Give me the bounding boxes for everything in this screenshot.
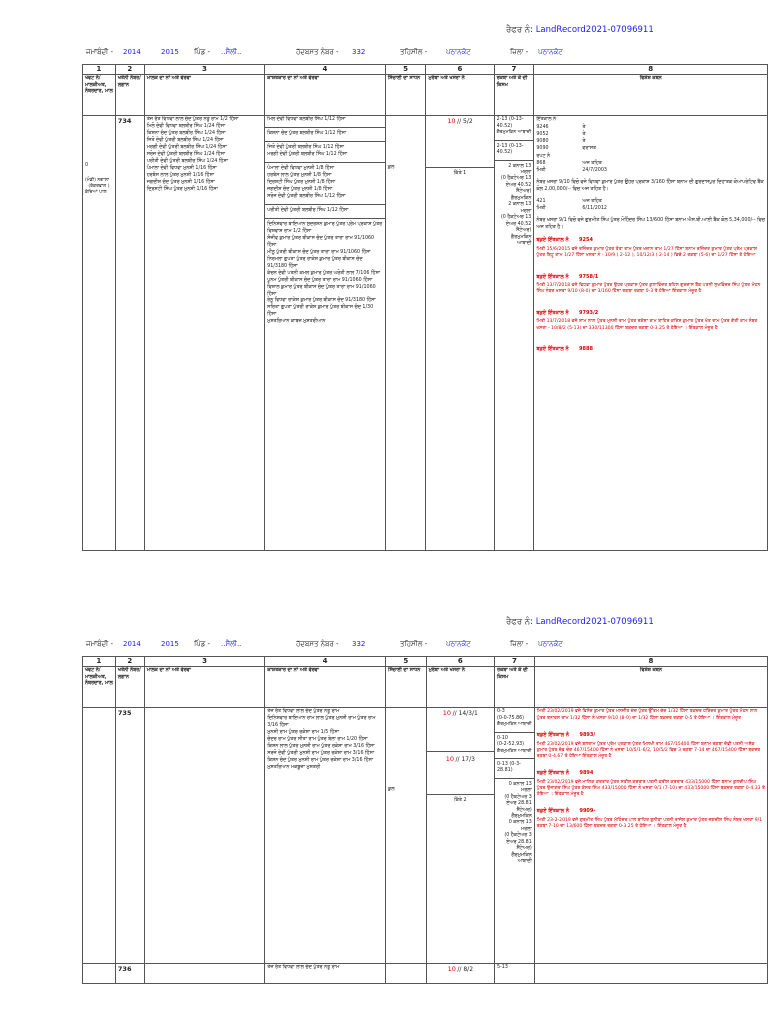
area-cell — [495, 964, 535, 984]
year-from: 2014 — [123, 640, 141, 648]
cultivator-entry: ਤੇਜ ਰੱਤ ਵਿਧਵਾ ਲਾਲ ਚੰਦ ਪੁੱਤਰ ਨਤੂ ਰਾਮ — [267, 709, 340, 715]
remark-pair — [536, 145, 765, 152]
col-number: 5 — [385, 65, 426, 75]
irrigation-cell — [385, 116, 426, 551]
lien-remark: ਨੰਬਰ ਖਸਰਾ 9/1 ਵਿਚੋ ਵਜੇ ਗੁਰਮੀਤ ਸਿੰਘ ਪੁੱਤਰ ਮੋਹਿੰਦਰ ਸਿੰਘ 13/600 ਹਿੱਸਾ ਬਨਾਮ ਐਸ.ਬੀ.ਆਈ ਬੈਂਕ ਕੋਲ 5,34,000/-- ਵਿਚ ਅਜ ਤਹਿਤ ਹੈ। — [536, 218, 765, 230]
remarks-cell — [534, 708, 767, 964]
khatauni-number: 736 — [117, 965, 132, 974]
col-number: 5 — [385, 657, 426, 667]
col-header: ਵਿਸ਼ੇਸ਼ ਕਥਨ — [534, 667, 767, 708]
cultivators-cell — [265, 708, 386, 964]
khatauni-cell — [115, 708, 144, 964]
owner-entry: ਜਿਤੋ ਦੇਵੀ ਪੁੱਤਰੀ ਬਲਬੀਰ ਸਿੰਘ 1/24 ਹਿੱਸਾ — [146, 138, 224, 144]
col-number: 3 — [144, 65, 264, 75]
murabba-number: 10 — [447, 117, 456, 126]
mutation-number: 9894 — [579, 770, 594, 777]
remark-pair — [536, 160, 765, 167]
reference-label: ਰੈਫਰ ਨੰ: — [506, 617, 533, 627]
hadbast-value: 332 — [352, 640, 366, 648]
irrigation-total-label: ਕੁਲ — [387, 787, 395, 793]
owner-entry: ਮਰਗੀ ਦੇਵੀ ਪੁੱਤਰੀ ਬਲਬੀਰ ਸਿੰਘ 1/24 ਹਿੱਸਾ — [146, 145, 227, 151]
cultivators-cell — [265, 116, 386, 551]
cultivator-entry: ਹਰਬੰਸ ਲਾਲ ਪੁੱਤਰ ਮੁਨਸ਼ੀ 1/8 ਹਿੱਸਾ — [267, 173, 332, 179]
mutation-label: ਬਕੁਏ ਇੰਤਕਾਲ ਨੰ — [536, 237, 569, 244]
tehsil-label: ਤਹਿਸੀਲ - — [400, 48, 428, 56]
cultivator-entry: ਪਰੀਤੀ ਦੇਵੀ ਪੁੱਤਰੀ ਬਲਬੀਰ ਸਿੰਘ 1/12 ਹਿੱਸਾ — [267, 208, 349, 214]
col-header: ਮੁਰੱਬਾ ਅਤੇ ਖਸਰਾ ਨੰ — [426, 75, 494, 116]
cultivator-entry: ਕਿਸ਼ਨਾ ਚੰਦ ਪੁੱਤਰ ਬਲਬੀਰ ਸਿੰਘ 1/12 ਹਿੱਸਾ — [267, 131, 347, 137]
col-number: 4 — [265, 65, 386, 75]
col-header: ਕਾਸ਼ਤਕਾਰ ਦਾ ਨਾਂ ਅਤੇ ਵੇਰਵਾ — [265, 75, 386, 116]
remark-key: 9052 — [536, 132, 549, 138]
tehsil-label: ਤਹਿਸੀਲ - — [400, 640, 428, 648]
cultivator-entry: ਜਗਦੀਸ਼ ਚੰਦ ਪੁੱਤਰ ਮੁਨਸ਼ੀ 1/8 ਹਿੱਸਾ — [267, 187, 333, 193]
hadbast-value: 332 — [352, 48, 366, 56]
remarks-heading: ਇੰਤਕਾਲ ਨੰ — [536, 117, 556, 123]
khatauni-cell — [115, 964, 144, 984]
owners-cell — [144, 116, 264, 551]
cultivator-entry: ਮੁਨਸ਼ੀ ਰਾਮ ਪੁੱਤਰ ਰਕੇਸ਼ਾ ਰਾਮ 1/5 ਹਿੱਸਾ — [267, 730, 339, 736]
column-headers — [83, 667, 768, 708]
area-entry: 2-13 (0-13-40.52) — [496, 143, 524, 156]
col-number: 6 — [426, 657, 494, 667]
area-entry: ਗੈਰਮੁਮਕਿਨ ਆਬਾਦੀ — [511, 852, 532, 865]
cultivator-entry: ਦ੍ਰਿਸ਼ਟੀ ਸਿੰਘ ਪੁੱਤਰ ਮੁਨਸ਼ੀ 1/8 ਹਿੱਸਾ — [267, 180, 336, 186]
cultivator-entry: ਕਿਸ਼ਨ ਚੰਦ ਪੁੱਤਰ ਮੁਨਸ਼ੀ ਰਾਮ ਪੁੱਤਰ ਰਕੇਸ਼ਾ ਰਾਮ 3/16 ਹਿੱਸਾ — [267, 758, 374, 764]
cultivator-entry: ਨਿਰਮਲਾ ਗੁਪਤਾ ਪੁੱਤਰ ਰਾਕੇਸ਼ ਕੁਮਾਰ ਪੁੱਤਰ ਬੀਕਾਸ ਚੰਦ 91/3180 ਹਿੱਸਾ — [267, 256, 363, 269]
record-meta — [86, 48, 696, 60]
remark-pair — [536, 131, 765, 138]
area-entry: ਗੈਰਮੁਮਕਿਨ — [511, 813, 532, 819]
remark-key: ਰਪਟ ਨੰ — [536, 153, 551, 159]
mutation-title — [536, 237, 765, 244]
owner-entry: ਜਗਦੀਸ਼ ਚੰਦ ਪੁੱਤਰ ਮੁਨਸ਼ੀ 1/16 ਹਿੱਸਾ — [146, 180, 215, 186]
column-numbers — [83, 65, 768, 75]
col-number: 8 — [534, 657, 767, 667]
jamabandi-label: ਜਮਾਂਬੰਦੀ - — [86, 48, 114, 56]
col-header: ਸਿੰਚਾਈ ਦਾ ਸਾਧਨ — [385, 75, 426, 116]
area-entry: (0 ਹੈਕਟੇਅਰ 3 ਏਅਰ 28.81 ਸੈਂਟੇਅਰ) — [504, 794, 532, 813]
village-value: ..ਸੈਲੀ.. — [221, 48, 242, 56]
area-entry: ਗੈਰਮੁਮਕਿਨ ਆਬਾਦੀ — [497, 748, 532, 754]
mutation-number: 9888 — [579, 345, 593, 352]
khasra-number: // 17/3 — [455, 755, 475, 763]
column-numbers — [83, 657, 768, 667]
mutation-text: ਮਿਤੀ 23/02/2019 ਵਜੇ ਬਲਰਾਮ ਪੁੱਤਰ ਪ੍ਰੇਮ ਪ੍ਰਕਾਸ਼ ਪੁੱਤਰ ਮਿਲਖੀ ਰਾਮ 467/15400 ਹਿੱਸਾ ਬਨਾਮ ਰਕਬਾ ਦੇਵੀ ਪਤਨੀ ਅਸ਼ੋਕ ਕੁਮਾਰ ਪੁੱਤਰ ਦੇਵ ਚੰਦ 467/15400 ਹਿੱਸਾ ਨੰ ਖਸਰਾ 10/5/1-6/2, 10/5/2 ਵਿਚ 3 ਰਕਬਾ 7-14 ਦਾ 467/15400 ਹਿੱਸਾ ਬਕਦਰ ਰਕਬਾ 0-4.67 ਤੇ ਹੋਇਆ ਇੰਤਕਾਲ ਮੰਜ਼ੂਰ ਹੈ — [536, 741, 761, 759]
remark-pair — [536, 198, 765, 205]
hadbast-label: ਹੱਦਬਸਤ ਨੰਬਰ - — [296, 48, 339, 56]
remark-key: ਮਿਤੀ — [536, 205, 546, 211]
jamabandi-label: ਜਮਾਂਬੰਦੀ - — [86, 640, 114, 648]
remarks-cell — [534, 116, 768, 551]
mutation-label: ਬਕੁਏ ਇੰਤਕਾਲ ਨੰ — [536, 345, 569, 352]
khatauni-cell — [115, 116, 144, 551]
year-to: 2015 — [161, 640, 179, 648]
cultivator-entry: ਮਰਗੀ ਦੇਵੀ ਪੁੱਤਰੀ ਬਲਬੀਰ ਸਿੰਘ 1/12 ਹਿੱਸਾ — [267, 152, 348, 158]
cultivator-entry: ਪੂਨਮ ਪੁੱਤਰੀ ਬੀਕਾਸ ਚੰਦ ਪੁੱਤਰ ਤਾਰਾ ਰਾਮ 91/1060 ਹਿੱਸਾ — [267, 277, 373, 283]
district-label: ਜ਼ਿਲਾ - — [510, 640, 529, 648]
col-header: ਮਾਲਕ ਦਾ ਨਾਂ ਅਤੇ ਵੇਰਵਾ — [144, 75, 264, 116]
cultivator-entry: ਸੰਜੀਵ ਕੁਮਾਰ ਪੁੱਤਰ ਬੀਕਾਸ ਚੰਦ ਪੁੱਤਰ ਤਾਰਾ ਰਾਮ 91/1060 ਹਿੱਸਾ — [267, 235, 375, 248]
mutation-text: ਮਿਤੀ 23/02/2019 ਵਜੇ ਮਾਲਿਕ ਕਰਤਾਰ ਪੁੱਤਰ ਸਤੀਸ਼ ਕਰਤਾਰ ਪਤਨੀ ਕਰੀਸ਼ ਕਰਤਾਰ 433/15000 ਹਿੱਸਾ ਬਨਾਮ ਕੁਲਦੀਪ ਸਿੰਘ ਪੁੱਤਰ ਉਜਾਗਰ ਸਿੰਘ ਪੁੱਤਰ ਕੇਸਰ ਸਿੰਘ 433/15000 ਹਿੱਸਾ ਨੰ ਖਸਰਾ 9/1 (7-10) ਦਾ 433/15000 ਹਿੱਸਾ ਬਕਦਰ ਰਕਬਾ 0-4.33 ਤੇ ਹੋਇਆ । ਇੰਤਕਾਲ ਮੰਜ਼ੂਰ ਹੈ — [536, 779, 765, 798]
khewat-note: (ਰੱਕਰਵਾਲ ) — [88, 184, 110, 190]
tehsil-value: ਪਠਾਨਕੋਟ — [446, 640, 471, 648]
mutation-text: ਮਿਤੀ 23/02/2019 ਵਜੇ ਵਿਨੋਦ ਕੁਮਾਰ ਪੁੱਤਰ ਮਨਜੀਤ ਚੰਦ ਪੁੱਤਰ ਉੱਤਮ ਚੰਦ 1/32 ਹਿੱਸਾ ਬਕਦਰ ਹਰਿੰਦਰ ਕੁਮਾਰ ਪੁੱਤਰ ਮੋਹਨ ਲਾਲ ਪੁੱਤਰ ਬਨਾਰਸ ਰਾਮ 1/32 ਹਿੱਸਾ ਨੰ ਖਸਰਾ 9/10 (8-0) ਦਾ 1/32 ਹਿੱਸਾ ਬਕਦਰ ਰਕਬਾ 0-5 ਤੇ ਹੋਇਆ । ਇੰਤਕਾਲ ਮੰਜ਼ੂਰ — [536, 709, 758, 721]
kitte-count: ਕਿੱਤੇ 1 — [453, 170, 467, 176]
khasra-cell — [426, 708, 494, 964]
area-entry: (0 ਹੈਕਟੇਅਰ 13 ਏਅਰ 40.52 ਸੈਂਟੇਅਰ) — [500, 176, 532, 195]
cultivator-entry: ਸਰਿਤਾ ਗੁਪਤਾ ਪੁੱਤਰੀ ਰਾਕੇਸ਼ ਕੁਮਾਰ ਪੁੱਤਰ ਬੀਕਾਸ ਚੰਦ 1/30 ਹਿੱਸਾ — [267, 305, 374, 318]
ledger-table — [82, 64, 768, 551]
mutation-text: ਮਿਤੀ 23-2-2019 ਵਜੇ ਗੁਰਮੀਤ ਸਿੰਘ ਪੁੱਤਰ ਮੋਹਿੰਦਰ ਪਾਲ ਬਾਹਿਰ ਬੁਨੀਤਾ ਪਤਨੀ ਰਾਜੇਸ਼ ਕੁਮਾਰ ਪੁੱਤਰ ਜਗਦੀਸ਼ ਸਿੰਘ ਨੰਬਰ ਖਸਰਾ 9/1 ਰਕਬਾ 7-10 ਦਾ 13/600 ਹਿੱਸਾ ਬਕਦਰ ਰਕਬਾ 0-3.25 ਤੇ ਹੋਇਆ । ਇੰਤਕਾਲ ਮੰਜ਼ੂਰ ਹੈ — [536, 818, 763, 830]
cultivator-entry: ਪੰਮਾਲਾ ਦੇਵੀ ਵਿਧਵਾ ਮੁਨਸ਼ੀ 1/8 ਹਿੱਸਾ — [267, 166, 335, 172]
area-entry: 0-10 — [497, 735, 508, 741]
col-header: ਕਾਸ਼ਤਕਾਰ ਦਾ ਨਾਂ ਅਤੇ ਵੇਰਵਾ — [265, 667, 386, 708]
remark-pair — [536, 167, 765, 174]
cultivator-entry: ਕਿਸ਼ਨ ਲਾਲ ਪੁੱਤਰ ਮੁਨਸ਼ੀ ਰਾਮ ਪੁੱਤਰ ਰਕੇਸ਼ਾ ਰਾਮ 3/16 ਹਿੱਸਾ — [267, 744, 375, 750]
mutation-number: 9758/1 — [579, 273, 599, 280]
remark-key: 9090 — [536, 146, 549, 152]
owner-entry: ਕਿਸ਼ਨਾ ਚੰਦ ਪੁੱਤਰ ਬਲਬੀਰ ਸਿੰਘ 1/24 ਹਿੱਸਾ — [146, 131, 226, 137]
murabba-number: 10 — [447, 965, 456, 974]
area-entry: (0-0-75.86) — [497, 715, 525, 721]
mutation-text: ਮਿਤੀ 15/6/2015 ਵਜੇ ਰਜਿੰਦਰ ਕੁਮਾਰ ਪੁੱਤਰ ਤੋਤਾ ਰਾਮ ਪੁੱਤਰ ਖਜ਼ਾਨ ਰਾਮ 1/27 ਹਿੱਸਾ ਬਨਾਮ ਰਜਿੰਦਰ ਕੁਮਾਰ ਪੁੱਤਰ ਪ੍ਰੇਮ ਪ੍ਰਕਾਸ਼ ਪੁੱਤਰ ਬਿਟੂ ਰਾਮ 1/27 ਹਿੱਸਾ ਖਸਰਾ ਨੰ - 10/9 ( 2-12 ), 10/12/3 ( 2-14 ) ਵਿਚੋ 2 ਰਕਬਾ (5-6) ਦਾ 1/27 ਹਿੱਸਾ ਤੇ ਹੋਇਆ — [536, 247, 758, 259]
khasra-number: // 14/3/1 — [452, 710, 478, 718]
mutation-number: 9909- — [579, 808, 596, 815]
cultivator-entry: ਸਰਜੋ ਦੇਵੀ ਪੁੱਤਰੀ ਮੁਨਸ਼ੀ ਰਾਮ ਪੁੱਤਰ ਰਕੇਸ਼ਾ ਰਾਮ 3/16 ਹਿੱਸਾ — [267, 751, 375, 757]
area-entry: 0-13 (0-3-28.81) — [497, 761, 521, 774]
cultivator-entry: ਚੰਦਰ ਰਾਮ ਪੁੱਤਰ ਸੀਤਾ ਰਾਮ ਪੁੱਤਰ ਬੇਲਾ ਰਾਮ 1/20 ਹਿੱਸਾ — [267, 737, 368, 743]
district-value: ਪਠਾਨਕੋਟ — [538, 48, 563, 56]
reference-value: LandRecord2021-07096911 — [535, 25, 654, 35]
mutation-label: ਬਕੁਏ ਇੰਤਕਾਲ ਨੰ — [536, 731, 570, 738]
cultivator-entry: ਤੇਜ ਰੱਤ ਵਿਧਵਾ ਲਾਲ ਚੰਦ ਪੁੱਤਰ ਨਤੂ ਰਾਮ — [267, 965, 340, 971]
cultivator-entry: ਦਿਨਿਸ਼ਵਾਰ ਬਾਇਆਨ ਸੁਦਰਸ਼ਨ ਕੁਮਾਰ ਪੁੱਤਰ ਪ੍ਰੇਮ ਪ੍ਰਕਾਸ਼ ਪੁੱਤਰ ਵਿਸ਼ਵਾਸ਼ ਰਾਮ 1/2 ਹਿੱਸਾ — [267, 221, 383, 234]
mutation-label: ਬਕੁਏ ਇੰਤਕਾਲ ਨੰ — [536, 273, 569, 280]
owner-entry: ਦ੍ਰਿਸ਼ਟੀ ਸਿੰਘ ਪੁੱਤਰ ਮੁਨਸ਼ੀ 1/16 ਹਿੱਸਾ — [146, 186, 218, 192]
col-number: 7 — [495, 657, 535, 667]
table-row — [83, 964, 768, 984]
area-cell — [495, 708, 535, 964]
area-entry: (0 ਹੈਕਟੇਅਰ 3 ਏਅਰ 28.81 ਸੈਂਟੇਅਰ) — [504, 833, 532, 852]
village-value: ..ਸੈਲੀ.. — [221, 640, 242, 648]
irrigation-total-label: ਕੁਲ — [387, 165, 395, 171]
remark-value: ਤੇ — [582, 124, 586, 130]
khewat-note: (ਮੰਡੀ) ਨਗਾਲਾ — [85, 177, 110, 183]
col-header: ਖੇਵਟ ਨੰ/ ਮਾਲਕੀਅਤ, ਨੰਬਰਦਾਰ, ਮਾਲ — [83, 667, 116, 708]
mutation-text: ਮਿਤੀ 13/7/2018 ਵਜੇ ਵਿਧਵਾ ਕੁਮਾਰ ਪੁੱਤਰ ਉਹਰ ਪ੍ਰਕਾਸ਼ ਪੁੱਤਰ ਕੁਲਾਵਿੰਦਰ ਬਹਿਲ ਗੁਰਦਾਸ ਬੈਂਕ ਪਤਨੀ ਸੁਖਵਿੰਦਰ ਸਿੰਘ ਪੁੱਤਰ ਮੋਹਨ ਸਿੰਘ ਨੰਬਰ ਖਸਰਾ 9/10 (8-0) ਦਾ 3/160 ਹਿੱਸਾ ਰਕਬਾ ਰਕਬਾ 0-3 ਤੇ ਹੋਇਆ ਇੰਤਕਾਲ ਮੰਜ਼ੂਰ ਹੈ — [536, 283, 761, 295]
col-number: 2 — [115, 65, 144, 75]
col-number: 4 — [265, 657, 386, 667]
village-label: ਪਿੰਡ - — [194, 48, 211, 56]
col-header: ਮੁਰੱਬਾ ਅਤੇ ਖਸਰਾ ਨੰ — [426, 667, 494, 708]
record-meta — [86, 640, 696, 652]
remarks-cell — [534, 964, 767, 984]
remark-value: ਅਜ ਤਹਿਤ — [582, 160, 602, 166]
mutation-title — [537, 732, 765, 739]
document-page-2 — [0, 612, 768, 1024]
reference-number — [506, 617, 654, 627]
remark-key: 421 — [536, 198, 546, 204]
table-row — [83, 116, 768, 551]
area-entry: ਗੈਰਮੁਮਕਿਨ ਆਬਾਦੀ — [510, 234, 532, 247]
khasra-number: // 8/2 — [457, 966, 474, 974]
cultivator-entry: ਰੇਨੂ ਵਿਧਵਾ ਰਾਕੇਸ਼ ਕੁਮਾਰ ਪੁੱਤਰ ਬੀਕਾਸ ਚੰਦ 91/3180 ਹਿੱਸਾ — [267, 298, 376, 304]
remark-value: ਤੇ — [582, 139, 586, 145]
khasra-cell — [426, 116, 494, 551]
remark-key: ਮਿਤੀ — [536, 168, 546, 174]
mutation-title — [537, 770, 765, 777]
owner-entry: ਹਰਬੰਸ ਲਾਲ ਪੁੱਤਰ ਮੁਨਸ਼ੀ 1/16 ਹਿੱਸਾ — [146, 173, 215, 179]
khewat-cell — [83, 708, 116, 964]
mutation-label: ਬਕੁਏ ਇੰਤਕਾਲ ਨੰ — [536, 808, 570, 815]
tehsil-value: ਪਠਾਨਕੋਟ — [446, 48, 471, 56]
mutation-number: 9893/ — [579, 731, 596, 738]
owner-entry: ਸਰੋਜ ਦੇਵੀ ਪੁੱਤਰੀ ਬਲਬੀਰ ਸਿੰਘ 1/24 ਹਿੱਸਾ — [146, 152, 226, 158]
col-header: ਮਾਲਕ ਦਾ ਨਾਂ ਅਤੇ ਵੇਰਵਾ — [144, 667, 265, 708]
remark-value: ਅਜ ਤਹਿਤ — [582, 198, 602, 204]
area-entry: ਗੈਰਮੁਮਕਿਨ ਆਬਾਦੀ — [496, 130, 532, 136]
col-header: ਰਕਬਾ ਅਤੇ ਕੌ ਦੀ ਕਿਸਮ — [494, 75, 534, 116]
khatauni-number: 735 — [117, 709, 132, 718]
mutation-title — [536, 310, 765, 317]
reference-number — [506, 25, 654, 35]
murabba-number: 10 — [445, 754, 454, 763]
hadbast-label: ਹੱਦਬਸਤ ਨੰਬਰ - — [296, 640, 339, 648]
owner-entry: ਤੇਜ ਰੱਤ ਵਿਧਵਾ ਲਾਲ ਚੰਦ ਪੁੱਤਰ ਨਤੂ ਰਾਮ 1/2 ਹਿੱਸਾ — [146, 117, 239, 123]
remark-value: 6/11/2012 — [582, 205, 607, 211]
mutation-number: 9793/2 — [579, 309, 599, 316]
col-header: ਖਤੌਨੀ ਨੰਬਰ/ ਲਗਾਨ — [115, 667, 144, 708]
irrigation-cell — [385, 708, 426, 964]
remark-value: ਵਰਾਸਤ — [582, 146, 596, 152]
mutation-text: ਮਿਤੀ 13/7/2018 ਵਜੇ ਸ਼ਾਮ ਲਾਲ ਪੁੱਤਰ ਮੁਨਸ਼ੀ ਰਾਮ ਪੁੱਤਰ ਰਕੇਸ਼ਾ ਰਾਮ ਬਾਹਿਰ ਕਰਿਸ਼ ਕੁਮਾਰ ਪੁੱਤਰ ਖੇਤ ਰਾਮ ਪੁੱਤਰ ਗੋਤੀ ਰਾਮ ਨੰਬਰ ਖਸਰਾ - 10/8/2 (5-13) ਦਾ 330/11300 ਹਿੱਸਾ ਬਕਦਰ ਰਕਬਾ 0-3.25 ਤੇ ਹੋਇਆ । ਇੰਤਕਾਲ ਮੰਜ਼ੂਰ ਹੈ — [536, 319, 758, 331]
village-label: ਪਿੰਡ - — [194, 640, 211, 648]
kitte-count: ਕਿੱਤੇ 2 — [454, 798, 467, 804]
owners-cell — [144, 708, 265, 964]
col-number: 3 — [144, 657, 265, 667]
mutation-number: 9254 — [579, 237, 593, 244]
area-entry: 0 ਕਨਾਲ 13 ਮਰਲਾ — [508, 781, 532, 794]
col-header: ਖੇਵਟ ਨੰ/ ਮਾਲਕੀਅਤ, ਨੰਬਰਦਾਰ, ਮਾਲ — [83, 75, 116, 116]
table-row — [83, 708, 768, 964]
area-entry: ਗੈਰਮੁਮਕਿਨ — [510, 195, 532, 201]
reference-label: ਰੈਫਰ ਨੰ: — [506, 25, 533, 35]
col-number: 2 — [115, 657, 144, 667]
column-headers — [83, 75, 768, 116]
khewat-cell — [83, 116, 116, 551]
cultivator-entry: ਜਿਤੋ ਦੇਵੀ ਪੁੱਤਰੀ ਬਲਬੀਰ ਸਿੰਘ 1/12 ਹਿੱਸਾ — [267, 145, 345, 151]
mutation-label: ਬਕੁਏ ਇੰਤਕਾਲ ਨੰ — [536, 770, 570, 777]
area-entry: 2-13 (0-13-40.52) — [496, 117, 524, 129]
cultivator-entry: ਵਿਸ਼ਾਲ ਕੁਮਾਰ ਪੁੱਤਰ ਬੀਕਾਸ ਚੰਦ ਪੁੱਤਰ ਤਾਰਾ ਰਾਮ 91/1060 ਹਿੱਸਾ — [267, 284, 376, 297]
area-cell — [494, 116, 534, 551]
khewat-cell — [83, 964, 116, 984]
remark-value: ਤੇ — [582, 132, 586, 138]
mutation-title — [536, 274, 765, 281]
mutation-title — [536, 346, 765, 353]
area-entry: 2 ਕਨਾਲ 13 ਮਰਲਾ — [508, 163, 532, 175]
murabba-number: 10 — [442, 709, 452, 718]
col-number: 6 — [426, 65, 494, 75]
year-from: 2014 — [123, 48, 141, 56]
khatauni-number: 734 — [117, 117, 132, 126]
cultivator-entry: ਕੰਚਨ ਦੇਵੀ ਪਤਨੀ ਕਮਲ ਕੁਮਾਰ ਪੁੱਤਰ ਘਰੋਤੀ ਲਾਲ 7/106 ਹਿੱਸਾ — [267, 270, 381, 276]
remark-key: 9080 — [536, 139, 549, 145]
mutation-label: ਬਕੁਏ ਇੰਤਕਾਲ ਨੰ — [536, 309, 569, 316]
owner-entry: ਪੰਮਾਲਾ ਦੇਵੀ ਵਿਧਵਾ ਮੁਨਸ਼ੀ 1/16 ਹਿੱਸਾ — [146, 166, 217, 172]
district-label: ਜ਼ਿਲਾ - — [510, 48, 529, 56]
ledger-table — [82, 656, 768, 984]
col-header: ਖਤੌਨੀ ਨੰਬਰ/ ਲਗਾਨ — [115, 75, 144, 116]
remark-value: 24/7/2003 — [582, 168, 607, 174]
area-entry: 0 ਕਨਾਲ 13 ਮਰਲਾ — [508, 820, 532, 832]
owners-cell — [144, 964, 265, 984]
district-value: ਪਠਾਨਕੋਟ — [538, 640, 563, 648]
lien-remark: ਨੰਬਰ ਖਸਰਾ 9/10 ਵਿਚੋ ਵਜੇ ਵਿਧਵਾ ਕੁਮਾਰ ਪੁੱਤਰ ਉਹਰ ਪ੍ਰਕਾਸ਼ 3/160 ਹਿੱਸਾ ਬਨਾਮ ਦੀ ਗੁਰਦਾਸਪੁਰ ਦਿਹਾਤਕ ਕੋਆਪਰੇਟਿਵ ਬੈਂਕ ਕੋਲ 2,00,000/-- ਵਿਚ ਅਜ ਤਹਿਤ ਹੈ। — [536, 180, 764, 192]
col-number: 7 — [494, 65, 534, 75]
year-to: 2015 — [161, 48, 179, 56]
col-header: ਵਿਸ਼ੇਸ਼ ਕਥਨ — [534, 75, 768, 116]
col-number: 1 — [83, 657, 116, 667]
remark-pair — [536, 205, 765, 212]
remark-key: 868 — [536, 160, 546, 166]
col-number: 8 — [534, 65, 768, 75]
remark-pair — [536, 153, 765, 160]
cultivator-entry: ਮੁਸ਼ਤਰਿਆਨ ਕਾਬਜ਼ ਮੁਸ਼ਤਰੀਆਨ — [267, 319, 326, 325]
area-entry: ਗੈਰਮੁਮਕਿਨ ਆਬਾਦੀ — [497, 722, 532, 728]
khasra-number: // 5/2 — [457, 118, 473, 126]
cultivator-entry: ਮੁਸ਼ਤਰਿਆਨ ਮਕਬੂਜ਼ਾ ਮੁਸ਼ਤਰੀ — [267, 765, 321, 771]
irrigation-cell — [385, 964, 426, 984]
reference-value: LandRecord2021-07096911 — [535, 617, 654, 627]
area-entry: (0-2-52.93) — [497, 742, 525, 748]
cultivator-entry: ਮਿਲੋ ਦੇਵੀ ਵਿਧਵਾ ਬਲਬੀਰ ਸਿੰਘ 1/12 ਹਿੱਸਾ — [267, 117, 346, 123]
remark-pair — [536, 124, 765, 131]
cultivator-entry: ਦਿਨਿਸ਼ਵਾਰ ਬਾਇਆਨ ਰਾਮ ਲਾਲ ਪੁੱਤਰ ਮੁਨਸ਼ੀ ਰਾਮ ਪੁੱਤਰ ਰਾਮ 3/16 ਹਿੱਸਾ — [267, 716, 376, 729]
khewat-note: ਕੱਚਿਆਂ ਪਾਲ — [85, 190, 107, 196]
owner-entry: ਮਿਲੋ ਦੇਵੀ ਵਿਧਵਾ ਬਲਬੀਰ ਸਿੰਘ 1/24 ਹਿੱਸਾ — [146, 124, 226, 130]
area-entry: 2 ਕਨਾਲ 13 ਮਰਲਾ — [508, 202, 532, 214]
khasra-cell — [426, 964, 494, 984]
area-entry: 5-13 — [497, 965, 508, 971]
mutation-title — [537, 808, 765, 815]
col-header: ਰਕਬਾ ਅਤੇ ਕੌ ਦੀ ਕਿਸਮ — [495, 667, 535, 708]
area-entry: 0-3 — [497, 709, 505, 715]
area-entry: (0 ਹੈਕਟੇਅਰ 13 ਏਅਰ 40.52 ਸੈਂਟੇਅਰ) — [500, 215, 532, 234]
cultivator-entry: ਮੀਨੂ ਪੁੱਤਰੀ ਬੀਕਾਸ ਚੰਦ ਪੁੱਤਰ ਤਾਰਾ ਰਾਮ 91/1060 ਹਿੱਸਾ — [267, 249, 371, 255]
owner-entry: ਪਰੀਤੀ ਦੇਵੀ ਪੁੱਤਰੀ ਬਲਬੀਰ ਸਿੰਘ 1/24 ਹਿੱਸਾ — [146, 159, 228, 165]
remark-pair — [536, 138, 765, 145]
remark-key: 9246 — [536, 124, 549, 130]
cultivators-cell — [265, 964, 386, 984]
khewat-value: 0 — [85, 163, 89, 169]
col-number: 1 — [83, 65, 116, 75]
cultivator-entry: ਸਰੋਜ ਦੇਵੀ ਪੁੱਤਰੀ ਬਲਬੀਰ ਸਿੰਘ 1/12 ਹਿੱਸਾ — [267, 194, 346, 200]
col-header: ਸਿੰਚਾਈ ਦਾ ਸਾਧਨ — [385, 667, 426, 708]
